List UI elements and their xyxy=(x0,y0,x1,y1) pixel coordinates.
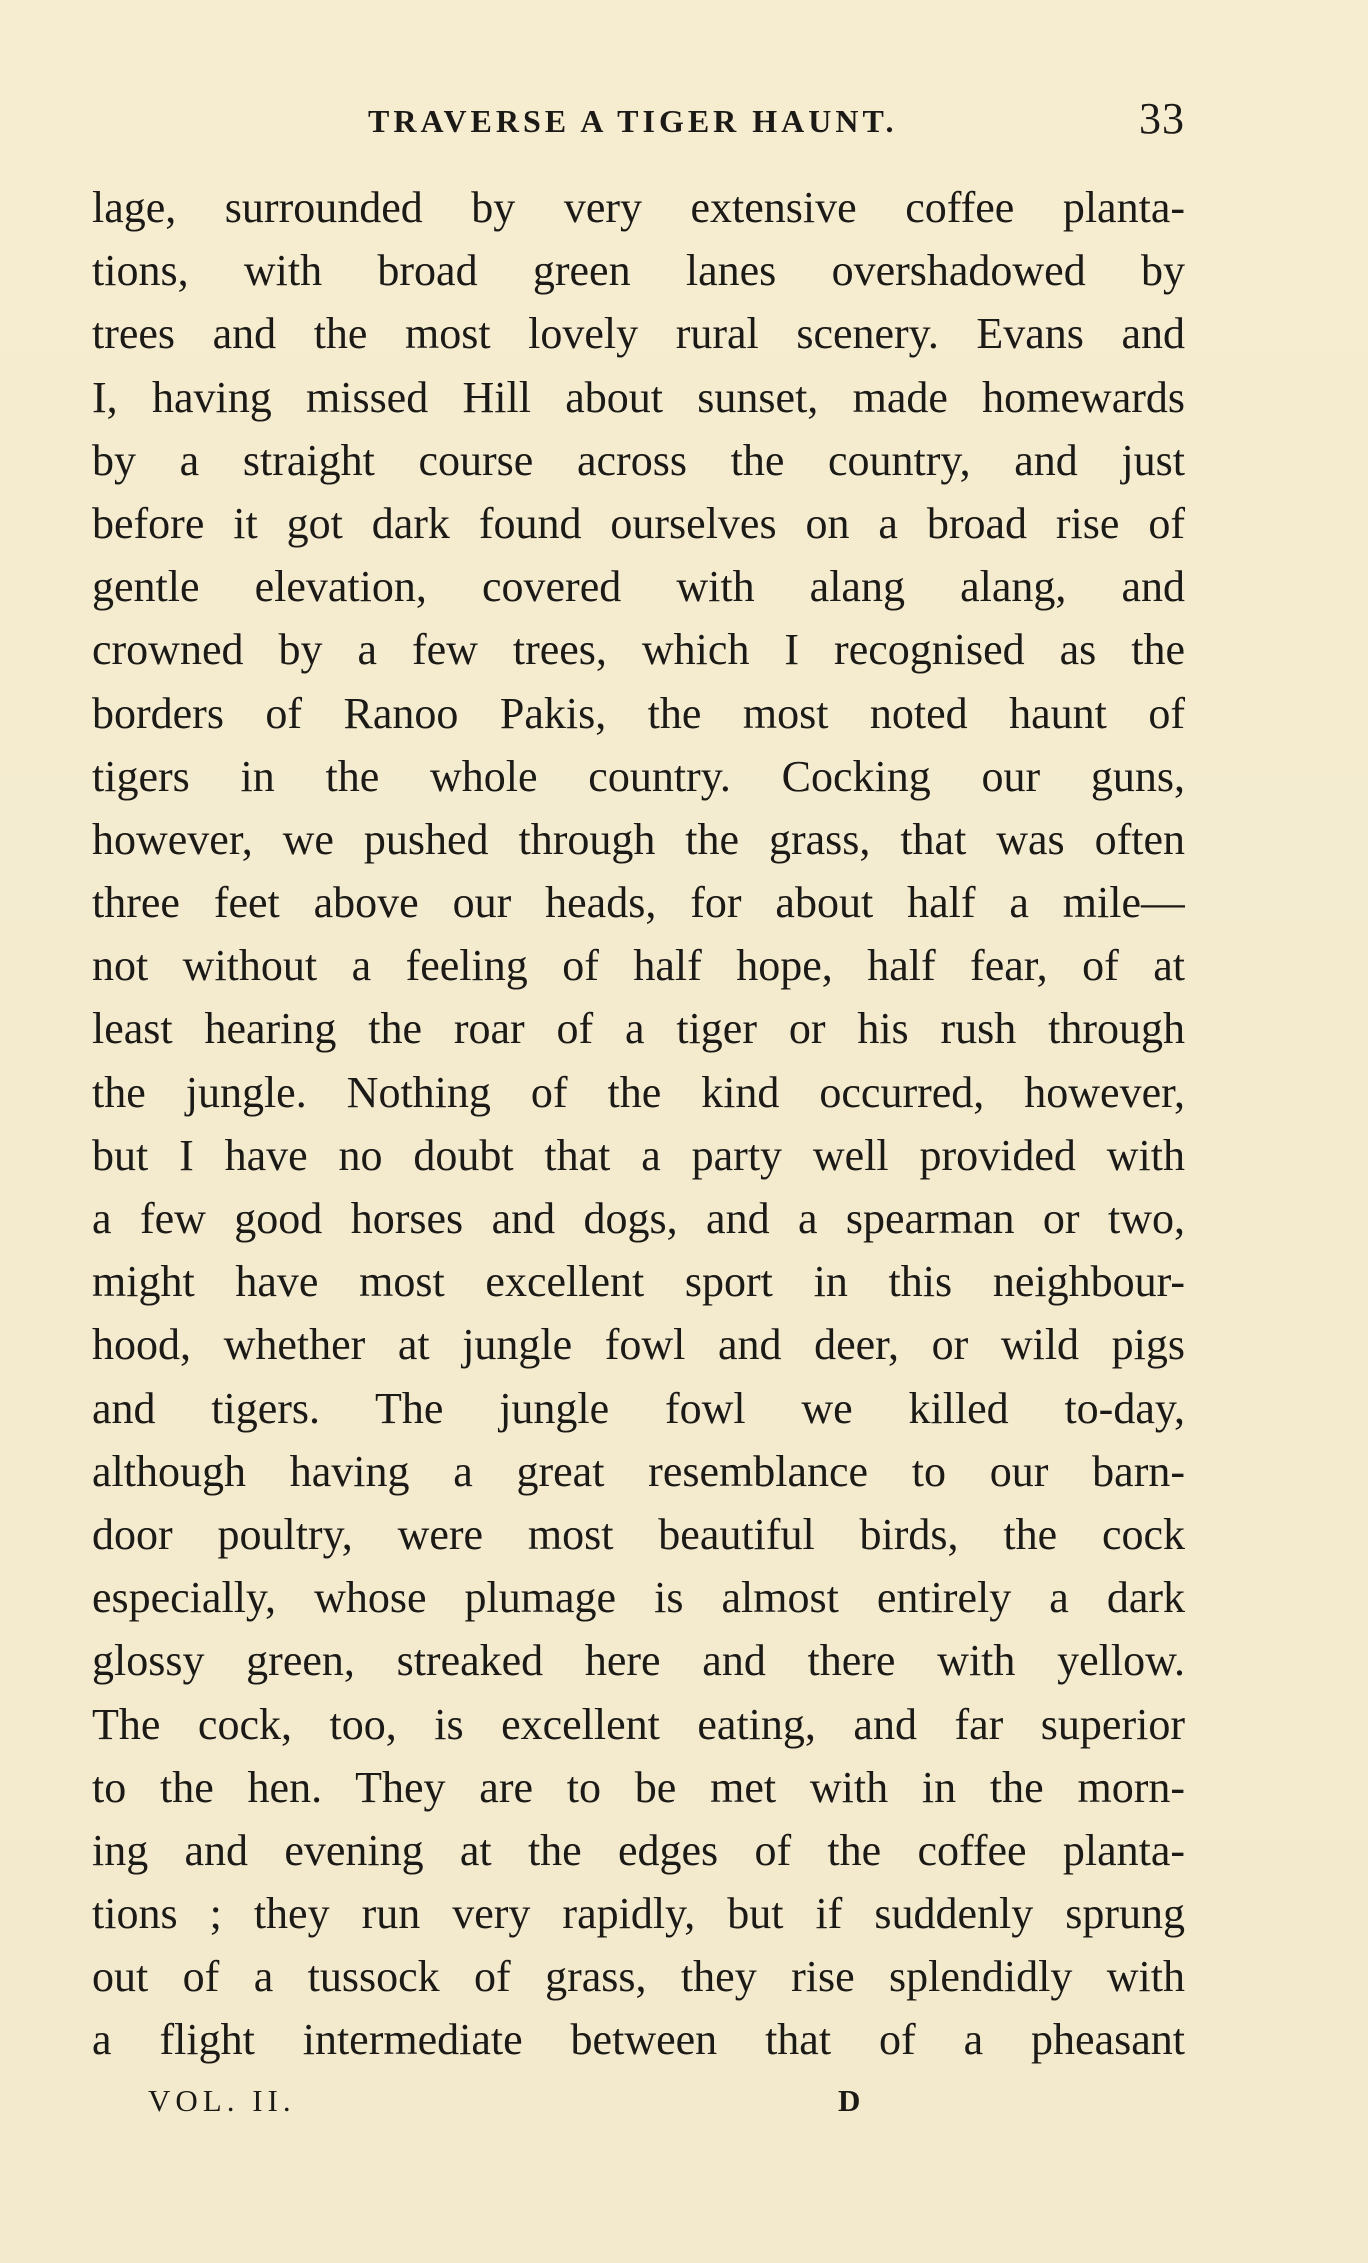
text-line: tigers in the whole country. Cocking our guns, xyxy=(92,751,1185,801)
text-line: crowned by a few trees, which I recognised as the xyxy=(92,625,1185,675)
text-line: door poultry, were most beautiful birds, the cock xyxy=(92,1509,1185,1559)
text-line: to the hen. They are to be met with in the morn- xyxy=(92,1762,1185,1812)
text-line: by a straight course across the country, and just xyxy=(92,435,1185,485)
signature-mark: D xyxy=(838,2083,862,2118)
text-line: least hearing the roar of a tiger or his rush through xyxy=(92,1004,1185,1054)
text-line: lage, surrounded by very extensive coffee planta- xyxy=(92,183,1185,232)
text-line: gentle elevation, covered with alang alang, and xyxy=(92,562,1185,612)
text-line: I, having missed Hill about sunset, made homewards xyxy=(92,372,1185,422)
text-line: might have most excellent sport in this neighbour- xyxy=(92,1257,1185,1307)
text-line: and tigers. The jungle fowl we killed to-day, xyxy=(92,1383,1185,1433)
text-line: ing and evening at the edges of the coffee planta- xyxy=(92,1825,1185,1875)
text-line: not without a feeling of half hope, half fear, of at xyxy=(92,941,1185,991)
text-line: trees and the most lovely rural scenery. Evans and xyxy=(92,309,1185,359)
body-text xyxy=(92,176,1185,2072)
page-footer xyxy=(148,2083,878,2123)
text-line: borders of Ranoo Pakis, the most noted haunt of xyxy=(92,688,1185,738)
text-line: but I have no doubt that a party well provided with xyxy=(92,1130,1185,1180)
text-line: hood, whether at jungle fowl and deer, or wild pigs xyxy=(92,1320,1185,1370)
text-line: tions, with broad green lanes overshadowed by xyxy=(92,246,1185,296)
text-line: a flight intermediate between that of a pheasant xyxy=(92,2015,1185,2065)
text-line: The cock, too, is excellent eating, and far superior xyxy=(92,1699,1185,1749)
text-line: the jungle. Nothing of the kind occurred, however, xyxy=(92,1067,1185,1117)
text-line: glossy green, streaked here and there with yellow. xyxy=(92,1636,1185,1686)
text-line: especially, whose plumage is almost entirely a dark xyxy=(92,1573,1185,1623)
text-line: although having a great resemblance to our barn- xyxy=(92,1446,1185,1496)
text-line: out of a tussock of grass, they rise splendidly with xyxy=(92,1952,1185,2002)
text-line: however, we pushed through the grass, that was often xyxy=(92,814,1185,864)
volume-label: VOL. II. xyxy=(148,2083,296,2118)
text-line: tions ; they run very rapidly, but if suddenly sprung xyxy=(92,1889,1185,1939)
page-header xyxy=(92,94,1185,144)
text-line: three feet above our heads, for about half a mile— xyxy=(92,878,1185,928)
text-line: a few good horses and dogs, and a spearman or two, xyxy=(92,1194,1185,1243)
page-number: 33 xyxy=(1139,94,1185,143)
running-title: TRAVERSE A TIGER HAUNT. xyxy=(368,103,898,139)
text-line: before it got dark found ourselves on a broad rise of xyxy=(92,498,1185,548)
